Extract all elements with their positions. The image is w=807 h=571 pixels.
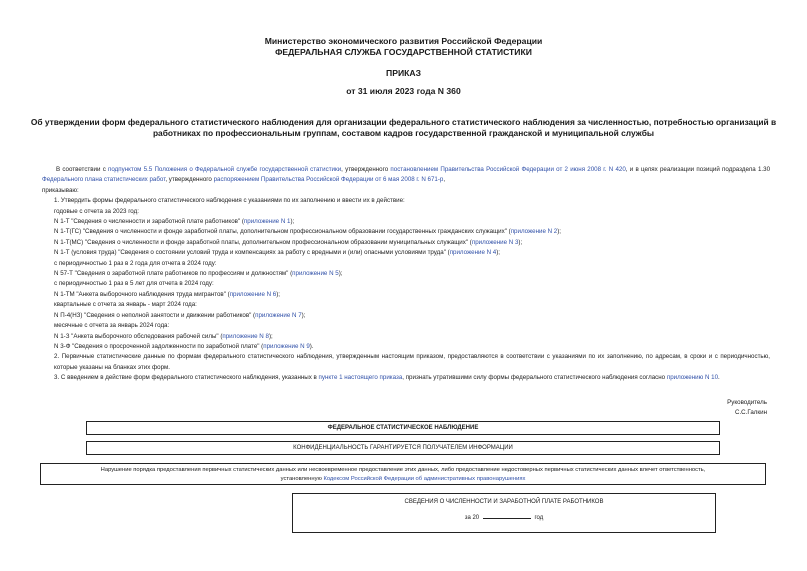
- form-list-line: [42, 217, 770, 227]
- inline-text: );: [301, 311, 306, 319]
- inline-text: с периодичностью 1 раз в 5 лет для отчета в 2024 году:: [54, 280, 214, 288]
- year-blank-field[interactable]: [483, 511, 531, 519]
- inline-text: ,: [443, 176, 446, 184]
- inline-text: );: [268, 332, 273, 340]
- inline-text: квартальные с отчета за январь - март 2024 года:: [54, 301, 197, 309]
- inline-text: );: [290, 218, 295, 226]
- inline-text: N 1-Т (условия труда) "Сведения о состоянии условий труда и компенсациях за работу с вредными и (или) опасными условиями труда" (: [54, 249, 450, 257]
- document-title: Об утверждении форм федерального статистического наблюдения для организации федерального статистического наблюдения за численностью, потребностью организаций в работниках по профессиональным группам, составом кадров государственной гражданской и муниципальной службы: [30, 117, 777, 138]
- inline-text: N 3-Ф "Сведения о просроченной задолженности по заработной плате" (: [54, 342, 264, 350]
- report-title-box: [292, 493, 716, 533]
- inline-text: 3. С введением в действие форм федерального статистического наблюдения, указанных в: [54, 374, 319, 382]
- form-list-line: [42, 259, 770, 269]
- inline-link[interactable]: распоряжением Правительства Российской Федерации от 6 мая 2008 г. N 671-р: [213, 176, 444, 184]
- inline-text: ).: [309, 342, 314, 350]
- inline-link[interactable]: приложение N 8: [222, 332, 269, 340]
- inline-link[interactable]: приложение N 1: [243, 218, 291, 226]
- form-list-line: [42, 238, 770, 248]
- form-list-line: [42, 332, 770, 342]
- inline-text: , утвержденного: [341, 166, 391, 173]
- document-date-number: от 31 июля 2023 года N 360: [346, 86, 461, 96]
- confidentiality-box: КОНФИДЕНЦИАЛЬНОСТЬ ГАРАНТИРУЕТСЯ ПОЛУЧАТЕЛЕМ ИНФОРМАЦИИ: [86, 441, 720, 455]
- inline-text: N 1-ТМ "Анкета выборочного наблюдения труда мигрантов" (: [54, 290, 230, 298]
- inline-text: годовые с отчета за 2023 год:: [54, 207, 139, 215]
- form-list-line: [42, 227, 770, 237]
- violation-prefix: установленную: [280, 476, 324, 482]
- inline-link[interactable]: приложение N 9: [263, 342, 310, 350]
- inline-link[interactable]: подпунктом 5.5 Положения о Федеральной службе государственной статистики: [108, 166, 342, 173]
- inline-link[interactable]: приложение N 5: [292, 270, 339, 278]
- inline-text: месячные с отчета за январь 2024 года:: [54, 322, 170, 330]
- inline-text: , утвержденного: [165, 176, 214, 184]
- item-2: 2. Первичные статистические данные по формам федерального статистического наблюдения, утвержденным настоящим приказом, предоставляются в соответствии с указаниями по их заполнению, по адресам, в сроки и с периодичностью, которые указаны на бланках этих форм.: [54, 353, 770, 371]
- inline-text: );: [276, 290, 281, 298]
- inline-text: , признать утратившими силу формы федерального статистического наблюдения согласно: [402, 374, 667, 382]
- inline-link[interactable]: постановлением Правительства Российской Федерации от 2 июня 2008 г. N 420: [390, 166, 626, 173]
- form-list-line: [42, 269, 770, 279]
- intro-paragraph: [42, 165, 770, 186]
- inline-text: N 1-Т(ГС) "Сведения о численности и фонде заработной платы, дополнительном профессиональном образовании государственных гражданских служащих" (: [54, 228, 511, 236]
- signature-role: Руководитель: [727, 399, 767, 406]
- inline-text: .: [718, 374, 720, 382]
- inline-link[interactable]: приложение N 2: [510, 228, 558, 236]
- service-name: ФЕДЕРАЛЬНАЯ СЛУЖБА ГОСУДАРСТВЕННОЙ СТАТИСТИКИ: [275, 47, 532, 57]
- report-title: СВЕДЕНИЯ О ЧИСЛЕННОСТИ И ЗАРАБОТНОЙ ПЛАТЕ РАБОТНИКОВ: [404, 499, 604, 505]
- item-1: 1. Утвердить формы федерального статистического наблюдения с указаниями по их заполнению и ввести их в действие:: [54, 197, 405, 205]
- inline-text: N 1-Т "Сведения о численности и заработной плате работников" (: [54, 218, 244, 226]
- inline-text: В соответствии с: [56, 166, 109, 173]
- forms-list: [42, 207, 770, 353]
- signature-block: [727, 398, 767, 418]
- violation-text: Нарушение порядка предоставления первичных статистических данных или несвоевременное предоставление этих данных, либо предоставление недостоверных первичных статистических данных влечет ответственность,: [100, 467, 706, 473]
- violation-notice-box: [40, 463, 766, 485]
- document-type: ПРИКАЗ: [386, 68, 421, 78]
- report-year-label: год: [534, 515, 544, 521]
- ministry-name: Министерство экономического развития Российской Федерации: [264, 36, 543, 46]
- inline-text: N 1-Т(МС) "Сведения о численности и фонде заработной платы, дополнительном профессиональном образовании муниципальных служащих" (: [54, 238, 472, 246]
- form-list-line: [42, 207, 770, 217]
- inline-text: , и в целях реализации позиций подраздела 1.30: [625, 166, 771, 173]
- form-list-line: [42, 300, 770, 310]
- form-list-line: [42, 248, 770, 258]
- inline-link[interactable]: Федерального плана статистических работ: [42, 176, 166, 184]
- violation-line-2: [41, 475, 765, 484]
- inline-link[interactable]: приложение N 7: [255, 311, 302, 319]
- inline-link[interactable]: приложение N 6: [229, 290, 277, 298]
- item-3: [42, 373, 770, 383]
- inline-text: );: [518, 238, 523, 246]
- form-list-line: [42, 290, 770, 300]
- inline-text: );: [496, 249, 501, 257]
- form-list-line: [42, 342, 770, 352]
- document-body: [42, 165, 770, 384]
- form-list-line: [42, 311, 770, 321]
- admin-code-link[interactable]: Кодексом Российской Федерации об административных правонарушениях: [323, 476, 526, 482]
- inline-link[interactable]: приложение N 4: [449, 249, 497, 257]
- inline-link[interactable]: приложение N 3: [471, 238, 519, 246]
- inline-text: с периодичностью 1 раз в 2 года для отчета в 2024 году:: [54, 259, 217, 267]
- form-list-line: [42, 279, 770, 289]
- inline-text: N П-4(НЗ) "Сведения о неполной занятости и движении работников" (: [54, 311, 256, 319]
- inline-link[interactable]: пункте 1 настоящего приказа: [318, 374, 403, 382]
- federal-observation-box: ФЕДЕРАЛЬНОЕ СТАТИСТИЧЕСКОЕ НАБЛЮДЕНИЕ: [86, 421, 720, 435]
- inline-text: );: [557, 228, 562, 236]
- report-period: [293, 511, 715, 523]
- inline-text: N 57-Т "Сведения о заработной плате работников по профессиям и должностям" (: [54, 270, 293, 278]
- signature-name: С.С.Галкин: [734, 409, 767, 416]
- form-list-line: [42, 321, 770, 331]
- inline-text: );: [338, 270, 343, 278]
- inline-text: N 1-З "Анкета выборочного обследования рабочей силы" (: [54, 332, 223, 340]
- order-word: приказываю:: [42, 186, 79, 194]
- inline-link[interactable]: приложению N 10: [666, 374, 719, 382]
- report-for-label: за 20: [464, 515, 480, 521]
